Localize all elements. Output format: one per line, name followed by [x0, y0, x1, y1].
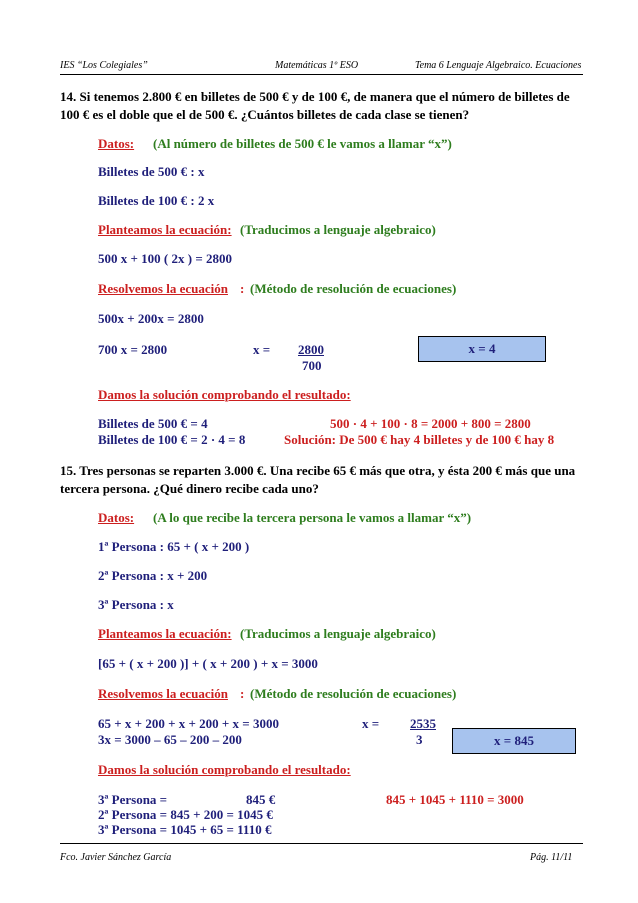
p15-plan-text: (Traducimos a lenguaje algebraico)	[240, 626, 436, 641]
p15-check-line1-value: 845 €	[246, 792, 276, 807]
p14-equation: 500 x + 100 ( 2x ) = 2800	[98, 251, 232, 266]
p15-question-line1: 15. Tres personas se reparten 3.000 €. Una recibe 65 € más que otra, y ésta 200 € más que una	[60, 463, 576, 478]
p14-question-line1: 14. Si tenemos 2.800 € en billetes de 500 € y de 100 €, de manera que el número de billetes de	[60, 89, 570, 104]
header-topic: Tema 6 Lenguaje Algebraico. Ecuaciones	[415, 60, 582, 71]
p14-x-equals: x =	[253, 342, 271, 357]
p14-step1: 500x + 200x = 2800	[98, 311, 204, 326]
p14-datos-text: (Al número de billetes de 500 € le vamos a llamar “x”)	[153, 136, 452, 151]
p15-datos-text: (A lo que recibe la tercera persona le vamos a llamar “x”)	[153, 510, 472, 525]
p15-datos-label: Datos:	[98, 510, 135, 525]
p15-fraction-denominator: 3	[416, 732, 423, 747]
p15-res-colon: :	[240, 686, 245, 701]
p15-answer-box: x = 845	[452, 728, 576, 754]
p15-x-equals: x =	[362, 716, 380, 731]
p15-equation: [65 + ( x + 200 )] + ( x + 200 ) + x = 3000	[98, 656, 318, 671]
p15-res-text: (Método de resolución de ecuaciones)	[250, 686, 457, 701]
p14-line2: Billetes de 100 € : 2 x	[98, 193, 215, 208]
p15-line2: 2ª Persona : x + 200	[98, 568, 208, 583]
p14-check-label: Damos la solución comprobando el resultado:	[98, 387, 351, 402]
footer-author: Fco. Javier Sánchez García	[60, 852, 172, 863]
p14-step2: 700 x = 2800	[98, 342, 168, 357]
p14-answer-box: x = 4	[418, 336, 546, 362]
p14-solution: Solución: De 500 € hay 4 billetes y de 100 € hay 8	[284, 432, 555, 447]
p15-check-label: Damos la solución comprobando el resultado:	[98, 762, 351, 777]
footer-rule	[60, 843, 583, 844]
p14-res-colon: :	[240, 281, 245, 296]
p14-verification: 500 · 4 + 100 · 8 = 2000 + 800 = 2800	[330, 416, 531, 431]
p15-plan-label: Planteamos la ecuación:	[98, 626, 232, 641]
p15-question-line2: tercera persona. ¿Qué dinero recibe cada uno?	[60, 481, 319, 496]
p15-check-line2: 2ª Persona = 845 + 200 = 1045 €	[98, 807, 273, 822]
p15-fraction-numerator: 2535	[410, 716, 436, 731]
header-rule	[60, 74, 583, 75]
p14-line1: Billetes de 500 € : x	[98, 164, 205, 179]
p15-verification: 845 + 1045 + 1110 = 3000	[386, 792, 524, 807]
p15-step1: 65 + x + 200 + x + 200 + x = 3000	[98, 716, 279, 731]
p15-step2: 3x = 3000 – 65 – 200 – 200	[98, 732, 242, 747]
p15-line3: 3ª Persona : x	[98, 597, 174, 612]
p14-plan-text: (Traducimos a lenguaje algebraico)	[240, 222, 436, 237]
header-school: IES “Los Colegiales”	[60, 60, 148, 71]
p14-res-label: Resolvemos la ecuación	[98, 281, 228, 296]
p15-check-line3: 3ª Persona = 1045 + 65 = 1110 €	[98, 822, 272, 837]
p14-check-line2: Billetes de 100 € = 2 · 4 = 8	[98, 432, 246, 447]
p15-check-line1: 3ª Persona =	[98, 792, 168, 807]
p14-question-line2: 100 € es el doble que el de 500 €. ¿Cuántos billetes de cada clase se tienen?	[60, 107, 470, 122]
footer-page-number: Pág. 11/11	[530, 852, 573, 863]
p14-res-text: (Método de resolución de ecuaciones)	[250, 281, 457, 296]
header-course: Matemáticas 1º ESO	[275, 60, 359, 71]
p15-line1: 1ª Persona : 65 + ( x + 200 )	[98, 539, 250, 554]
p14-fraction-denominator: 700	[302, 358, 322, 373]
p14-fraction-numerator: 2800	[298, 342, 324, 357]
p14-plan-label: Planteamos la ecuación:	[98, 222, 232, 237]
p14-datos-label: Datos:	[98, 136, 135, 151]
p15-res-label: Resolvemos la ecuación	[98, 686, 228, 701]
p14-check-line1: Billetes de 500 € = 4	[98, 416, 208, 431]
